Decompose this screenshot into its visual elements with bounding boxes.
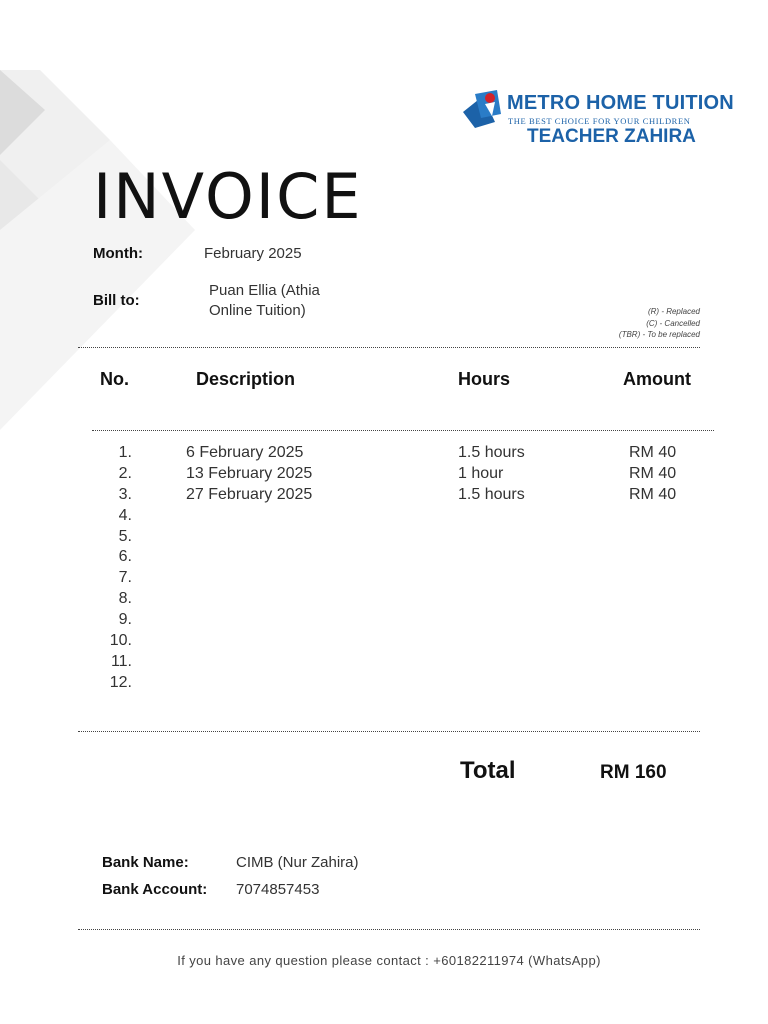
bank-account-value: 7074857453 bbox=[236, 881, 320, 898]
month-label: Month: bbox=[93, 245, 143, 262]
table-row bbox=[0, 569, 768, 590]
page-title: INVOICE bbox=[93, 160, 363, 233]
brand-tagline: THE BEST CHOICE FOR YOUR CHILDREN bbox=[508, 116, 691, 126]
header-description: Description bbox=[196, 369, 296, 389]
table-row bbox=[0, 653, 768, 674]
table-row bbox=[0, 507, 768, 528]
row-number: 6. bbox=[118, 548, 132, 566]
teacher-name: TEACHER ZAHIRA bbox=[527, 126, 696, 147]
row-number: 1. bbox=[118, 444, 132, 461]
total-label: Total bbox=[460, 757, 516, 784]
bank-account-label: Bank Account: bbox=[102, 881, 208, 898]
row-amount: RM 40 bbox=[629, 464, 677, 482]
table-row bbox=[0, 486, 768, 507]
row-number: 8. bbox=[118, 590, 132, 608]
divider bbox=[92, 430, 714, 431]
table-row bbox=[0, 528, 768, 549]
header-no: No. bbox=[100, 369, 129, 389]
logo-icon bbox=[461, 88, 505, 130]
row-number: 12. bbox=[109, 673, 132, 691]
total-value: RM 160 bbox=[600, 762, 667, 783]
contact-footer: If you have any question please contact : +60182211974 (WhatsApp) bbox=[177, 953, 601, 968]
divider bbox=[78, 929, 700, 930]
divider bbox=[78, 347, 700, 348]
brand-name: METRO HOME TUITION bbox=[507, 92, 734, 114]
divider bbox=[78, 731, 700, 732]
bank-name-label: Bank Name: bbox=[102, 854, 189, 871]
table-row bbox=[0, 465, 768, 486]
table-row bbox=[0, 632, 768, 653]
header-hours: Hours bbox=[458, 369, 511, 389]
legend-replaced: (R) - Replaced bbox=[647, 307, 700, 316]
row-number: 11. bbox=[110, 652, 132, 670]
row-number: 10. bbox=[109, 632, 132, 650]
bill-to-line2: Online Tuition) bbox=[209, 302, 306, 319]
bill-to-line1: Puan Ellia (Athia bbox=[209, 282, 320, 299]
row-amount: RM 40 bbox=[629, 485, 677, 503]
row-description: 27 February 2025 bbox=[186, 485, 313, 503]
row-number: 4. bbox=[118, 506, 132, 524]
invoice-table-body bbox=[0, 444, 768, 695]
table-row bbox=[0, 590, 768, 611]
row-description: 13 February 2025 bbox=[186, 464, 313, 482]
bill-to-label: Bill to: bbox=[93, 292, 140, 309]
legend-cancelled: (C) - Cancelled bbox=[646, 318, 700, 328]
table-row bbox=[0, 611, 768, 632]
row-hours: 1 hour bbox=[458, 464, 504, 482]
table-row bbox=[0, 548, 768, 569]
status-legend bbox=[590, 306, 700, 341]
row-description: 6 February 2025 bbox=[186, 444, 304, 461]
row-number: 7. bbox=[118, 569, 132, 587]
table-row bbox=[0, 444, 768, 465]
row-number: 9. bbox=[118, 611, 132, 629]
row-amount: RM 40 bbox=[629, 444, 677, 461]
month-value: February 2025 bbox=[204, 245, 302, 262]
row-number: 2. bbox=[118, 464, 132, 482]
table-row bbox=[0, 674, 768, 695]
bank-name-value: CIMB (Nur Zahira) bbox=[236, 854, 359, 871]
row-number: 5. bbox=[118, 527, 132, 545]
header-amount: Amount bbox=[623, 369, 691, 389]
row-hours: 1.5 hours bbox=[458, 444, 525, 461]
row-number: 3. bbox=[118, 485, 132, 503]
row-hours: 1.5 hours bbox=[458, 485, 525, 503]
legend-to-be-replaced: (TBR) - To be replaced bbox=[618, 330, 700, 339]
